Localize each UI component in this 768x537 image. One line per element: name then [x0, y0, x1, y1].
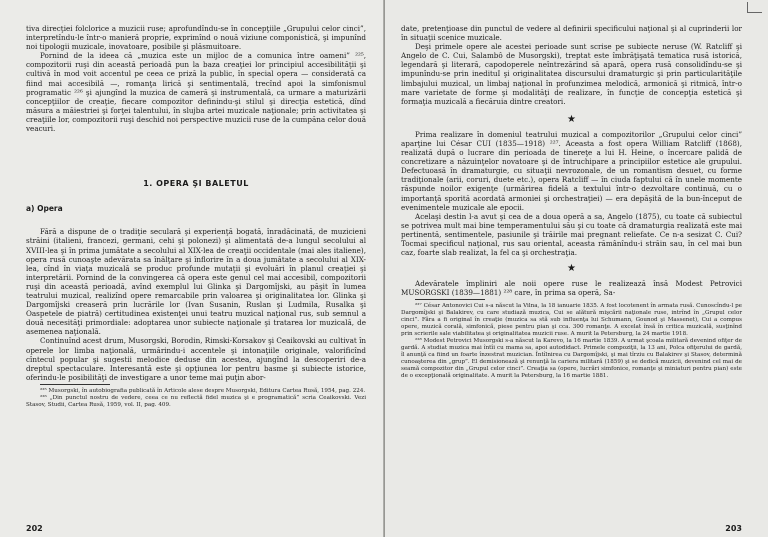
paragraph: Continuînd acest drum, Musorgski, Borodin, Rimski-Korsakov şi Ceaikovski au cultivat în operele lor limba naţională, urmărindu-i accentele şi intonaţiile originale, valorificînd cîntecul popular şi sugestii melodice deduse din acestea, ajungînd la descoperiri de-a dreptul spectaculare. Interesantă este şi opţiunea lor pentru basme şi subiecte istorice, oferindu-le posibilităţi de investigare a unor teme mai puţin abor- [26, 336, 366, 382]
footnote: ²²⁵ Musorgski, în autobiografia publicată în Articole alese despre Musorgski, Editura Cartea Rusă, 1954, pag. 224. [40, 387, 366, 394]
footnote: ²²⁶ „Din punctul nostru de vedere, ceea ce nu reflectă fidel muzica şi e programatică” scria Ceaikovski. Vezi Stasov, Studii, Cartea Rusă, 1959, vol. II, pag. 409. [26, 394, 366, 408]
footnote: ²²⁸ Modest Petrovici Musorgski s-a născut la Karevo, la 16 martie 1839. A urmat şcoala militară devenind ofiţer de gardă. A studiat muzica mai întîi cu mama sa, apoi autodidact. Primele compoziţii, la 13 ani, Polca ofiţerului de gardă, îl anunţă ca fiind un foarte înzestrat muzician. Întîlnirea cu Dargomîjski, şi mai tîrziu cu Balakirev şi Stasov, determină cunoaşterea din „grup”. El demisionează şi renunţă la cariera militară (1859) şi se dedică muzicii, devenind cel mai de seamă compozitor din „Grupul celor cinci”. Creaţia sa (opere, lucrări simfonice, romanţe şi miniaturi pentru pian) este de o excepţională originalitate. A murit la Petersburg, la 16 martie 1881. [401, 338, 742, 380]
section-separator-star: ★ [567, 113, 576, 125]
right-page [385, 0, 768, 537]
footnote: ²²⁷ César Antonovici Cui s-a născut la Vilna, la 18 ianuarie 1835. A fost locotenent în armata rusă. Cunoscîndu-l pe Dargomîjski şi Balakirev, cu care studiază muzica, Cui se alătură mişcării naţionale ruse, intrînd în „Grupul celor cinci”. Făra a fi original în creaţie (muzica sa stă sub influenţa lui Schumann, Gounod şi Massenet), Cui a compus opere, muzică corală, simfonică, piese pentru pian şi cca. 300 romanţe. A excelat însă în critica muzicală, susţinînd prin scrierile sale viabilitatea şi originalitatea muzicii ruse. A murit la Petersburg, la 24 martie 1918. [401, 303, 742, 338]
footnote-rule [40, 384, 110, 385]
section-separator-star: ★ [567, 263, 576, 275]
paragraph: Deşi primele opere ale acestei perioade sunt scrise pe subiecte neruse (W. Ratcliff şi Angelo de C. Cui, Salambô de Musorgski), treptat este îmbrăţişată tematica rusă istorică, legendară şi literară, capodoperele neîntrezărind să apară, opera rusă consolidîndu-se şi impunîndu-se prin inedituI şi originalitatea discursului dramaturgic şi prin particularităţile limbajului muzical, un limbaj naţional în profunzimea melodică, armonică şi ritmică, într-o mare varietate de forme şi modalităţi de realizare, în funcţie de concepţia estetică şi formaţia muzicală a fiecăruia dintre creatori. [401, 42, 742, 106]
paragraph: date, pretenţioase din punctul de vedere al definirii specificului naţional şi al cuprinderii lor în situaţii scenice muzicale. [401, 24, 742, 43]
subsection-heading: a) Opera [26, 204, 63, 214]
paragraph: Prima realizare în domeniul teatrului muzical a compozitorilor „Grupului celor cinci” aparţine lui César CUI (1835—1918) ²²⁷. Aceasta a fost opera William Ratcliff (1868), realizată după o lucrare din perioada de tinereţe a lui H. Heine, o încercare palidă de concretizare a năzuinţelor novatoare şi de întruchipare a principiilor estetice ale grupului. Defectuoasă în dramaturgie, cu situaţii nevrozonale, de un romantism desuet, cu forme tradiţionale (arii, coruri, duete etc.), opera Ratcliff — în ciuda faptului că în unele momente răspunde noilor exigenţe (urmărirea fidelă a textului într-o dezvoltare continuă, cu o importanţă sporită acordată armoniei şi orchestraţiei) — era depăşită de la bun-început de evenimentele muzicale ale epocii. [401, 129, 742, 212]
corner-mark [747, 2, 762, 13]
paragraph: Fără a dispune de o tradiţie seculară şi experienţă bogată, înradăcinată, de muzicieni străini (italieni, francezi, germani, cehi şi polonezi) şi alimentată de-a lungul secolului al XVIII-lea şi în prima jumătate a secolului al XIX-lea de creaţii occidentale (mai ales italiene), opera rusă cunoaşte adevărata sa înălţare şi înflorire în a doua jumătate a secolului al XIX-lea, cînd în viaţa muzicală se produc profunde mutaţii şi evoluări în planul creaţiei şi interpretării. Pornind de la convingerea că opera este genul cel mai accesibil, compozitorii ruşi din această perioadă, avînd exemplul lui Glinka şi Dargomîjski, au păşit în lumea teatrului muzical, realizînd opere remarcabile prin valoarea şi originalitatea lor. Glinka şi Dargomîjski creaseră prin lucrările lor (Ivan Susanin, Ruslan şi Ludmila, Rusalka şi Oaspetele de piatră) certitudinea existenţei unui teatru muzical naţional rus, sub semnul a două necesităţi primordiale: adoptarea unor subiecte naţionale şi tratarea lor muzicală, de asemenea naţională. [26, 227, 366, 337]
paragraph: Pornind de la ideea că „muzica este un mijloc de a comunica între oameni” ²²⁵, compozitorii ruşi din această perioadă pun la baza creaţiei lor principiul accesibilităţii şi cultivă în mod voit accentul pe ceea ce priză la public, în special opera — considerată ca fiind mai accesibilă —, romanţa lirică şi sentimentală, trecînd apoi la simfonismul programatic ²²⁶ şi ajungînd la muzica de cameră şi instrumentală, ca urmare a maturizării concepţiilor de creaţie, fiecare compozitor definindu-şi stilul şi direcţia estetică, dînd măsura a măiestriei şi forţei talentului, în slujba artei muzicale naţionale; prin activitatea şi creaţiile lor, compozitorii ruşi deschid noi perspective muzicii ruse de la cumpăna celor două veacuri. [26, 51, 366, 134]
paragraph: Acelaşi destin l-a avut şi cea de a doua operă a sa, Angelo (1875), cu toate că subiectul se potrivea mult mai bine temperamentului său şi cu toate că dramaturgia realizată este mai pertinentă, sentimentele, pasiunile şi trăirile mai pregnant reliefate. Ce n-a sesizat C. Cui? Tocmai specificul naţional, rus sau oriental, aceasta rămânîndu-i străin sau, în cel mai bun caz, foarte slab realizat, la fel ca şi orchestraţia. [401, 211, 742, 258]
page-number: 203 [725, 524, 742, 533]
page-number: 202 [26, 524, 43, 533]
paragraph: Adevăratele împliniri ale noii opere ruse le realizează însă Modest Petrovici MUSORGSKI (1839—1881) ²²⁸ care, în prima sa operă, Sa- [401, 279, 742, 298]
paragraph: tiva direcţiei folclorice a muzicii ruse; aprofundîndu-se în concepţiile „Grupului celor cinci”, interpretîndu-le într-o manieră proprie, exprimînd o nouă viziune componistică, şi impunînd noi tipologii muzicale, inovatoare, posibile şi plăsmuitoare. [26, 24, 366, 52]
section-heading: 1. OPERA ŞI BALETUL [143, 179, 249, 189]
footnote-rule [415, 299, 485, 300]
